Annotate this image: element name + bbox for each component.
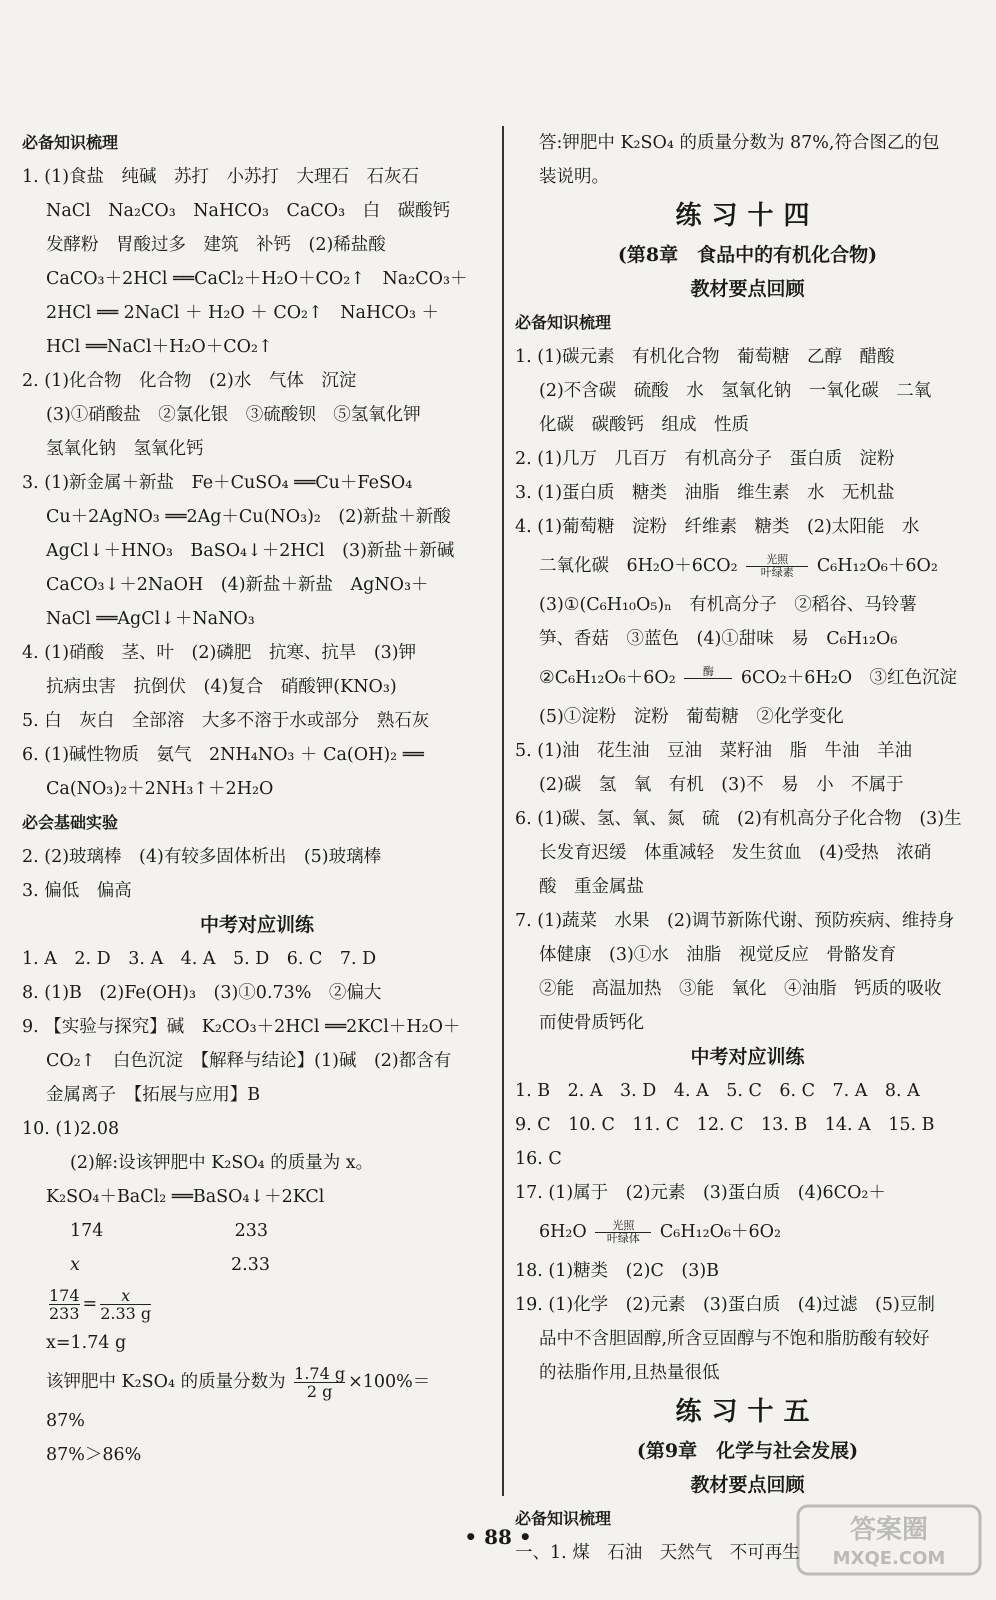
denominator: 233 bbox=[49, 1304, 80, 1323]
chapter-subtitle: (第8章 食品中的有机化合物) bbox=[617, 244, 878, 266]
right-column bbox=[515, 126, 980, 1570]
ratio-row bbox=[22, 1248, 492, 1282]
answer-line: AgCl↓＋HNO₃ BaSO₄↓＋2HCl (3)新盐＋新碱 bbox=[46, 541, 455, 561]
variable: x bbox=[70, 1255, 80, 1275]
answer-line: CaCO₃↓＋2NaOH (4)新盐＋新盐 AgNO₃＋ bbox=[46, 575, 429, 595]
answer-line: 发酵粉 胃酸过多 建筑 补钙 (2)稀盐酸 bbox=[46, 235, 386, 255]
answer-line: CaCO₃＋2HCl ══CaCl₂＋H₂O＋CO₂↑ Na₂CO₃＋ bbox=[46, 269, 468, 289]
svg-text:答案圈: 答案圈 bbox=[849, 1515, 929, 1545]
chapter-subtitle: (第9章 化学与社会发展) bbox=[636, 1440, 859, 1462]
answer-line: 3. (1)蛋白质 糖类 油脂 维生素 水 无机盐 bbox=[515, 483, 895, 503]
molar-mass: 174 bbox=[70, 1221, 104, 1241]
answer-line: 18. (1)糖类 (2)C (3)B bbox=[515, 1261, 720, 1281]
section-title: 中考对应训练 bbox=[199, 914, 314, 936]
column-divider bbox=[502, 126, 504, 1496]
text: 该钾肥中 K₂SO₄ 的质量分数为 bbox=[46, 1372, 286, 1392]
answer-line: 16. C bbox=[515, 1149, 562, 1169]
text: 6CO₂＋6H₂O ③红色沉淀 bbox=[740, 668, 958, 688]
answer-line: (3)①硝酸盐 ②氯化银 ③硫酸钡 ⑤氢氧化钾 bbox=[46, 405, 421, 425]
text: 二氧化碳 6H₂O＋6CO₂ bbox=[539, 556, 738, 576]
answer-line: 3. (1)新金属＋新盐 Fe＋CuSO₄ ══Cu＋FeSO₄ bbox=[22, 473, 413, 493]
answer-line: Cu＋2AgNO₃ ══2Ag＋Cu(NO₃)₂ (2)新盐＋新酸 bbox=[46, 507, 451, 527]
answer-line: 的祛脂作用,且热量很低 bbox=[539, 1363, 720, 1383]
answer-line: Ca(NO₃)₂＋2NH₃↑＋2H₂O bbox=[46, 779, 274, 799]
answer-line: 3. 偏低 偏高 bbox=[22, 881, 132, 901]
answer-line: 9. 【实验与探究】碱 K₂CO₃＋2HCl ══2KCl＋H₂O＋ bbox=[22, 1017, 461, 1037]
equals: = bbox=[82, 1294, 98, 1314]
numerator: 1.74 g bbox=[294, 1364, 346, 1383]
answer-line: 87%＞86% bbox=[46, 1445, 142, 1465]
answer-line: 19. (1)化学 (2)元素 (3)蛋白质 (4)过滤 (5)豆制 bbox=[515, 1295, 935, 1315]
answer-line: 抗病虫害 抗倒伏 (4)复合 硝酸钾(KNO₃) bbox=[46, 677, 397, 697]
section-heading: 必备知识梳理 bbox=[22, 133, 119, 152]
arrow-condition: 酶 bbox=[702, 665, 714, 678]
exercise-title: 练习十五 bbox=[675, 1397, 820, 1427]
text: ②C₆H₁₂O₆＋6O₂ bbox=[539, 668, 676, 688]
text: C₆H₁₂O₆＋6O₂ bbox=[816, 556, 938, 576]
answer-line: NaCl Na₂CO₃ NaHCO₃ CaCO₃ 白 碳酸钙 bbox=[46, 201, 451, 221]
answer-line: x=1.74 g bbox=[46, 1333, 127, 1353]
mass-value: 2.33 bbox=[231, 1255, 270, 1275]
answer-line: 1. (1)碳元素 有机化合物 葡萄糖 乙醇 醋酸 bbox=[515, 347, 895, 367]
answer-line: 长发育迟缓 体重减轻 发生贫血 (4)受热 浓硝 bbox=[539, 843, 932, 863]
answer-line: 7. (1)蔬菜 水果 (2)调节新陈代谢、预防疾病、维持身 bbox=[515, 911, 955, 931]
answer-line: 1. B 2. A 3. D 4. A 5. C 6. C 7. A 8. A bbox=[515, 1081, 920, 1101]
fraction bbox=[100, 1287, 151, 1322]
proportion-equation bbox=[22, 1282, 492, 1326]
mass-fraction-line bbox=[22, 1360, 492, 1404]
answer-line: (2)解:设该钾肥中 K₂SO₄ 的质量为 x。 bbox=[70, 1153, 374, 1173]
arrow-condition: 光照 bbox=[766, 553, 789, 566]
reaction-arrow bbox=[595, 1220, 651, 1245]
section-heading: 必会基础实验 bbox=[22, 813, 119, 832]
answer-line: 5. 白 灰白 全部溶 大多不溶于水或部分 熟石灰 bbox=[22, 711, 430, 731]
answer-line: (5)①淀粉 淀粉 葡萄糖 ②化学变化 bbox=[539, 707, 844, 727]
answer-line: ②能 高温加热 ③能 氧化 ④油脂 钙质的吸收 bbox=[539, 979, 942, 999]
answer-line: (2)碳 氢 氧 有机 (3)不 易 小 不属于 bbox=[539, 775, 904, 795]
numerator: x bbox=[121, 1286, 131, 1305]
arrow-condition: 叶绿素 bbox=[760, 566, 794, 579]
numerator: 174 bbox=[49, 1286, 80, 1305]
answer-line: 一、1. 煤 石油 天然气 不可再生 bbox=[515, 1543, 800, 1563]
answer-line: 17. (1)属于 (2)元素 (3)蛋白质 (4)6CO₂＋ bbox=[515, 1183, 886, 1203]
text: ×100%＝ bbox=[348, 1372, 431, 1392]
answer-line: 装说明。 bbox=[539, 167, 609, 187]
answer-line: (2)不含碳 硫酸 水 氢氧化钠 一氧化碳 二氧 bbox=[539, 381, 932, 401]
text: 6H₂O bbox=[539, 1222, 587, 1242]
equation-line bbox=[515, 1210, 980, 1254]
answer-line: 10. (1)2.08 bbox=[22, 1119, 120, 1139]
answer-line: 品中不含胆固醇,所含豆固醇与不饱和脂肪酸有较好 bbox=[539, 1329, 930, 1349]
answer-line: 化碳 碳酸钙 组成 性质 bbox=[539, 415, 749, 435]
answer-line: 6. (1)碳、氢、氧、氮 硫 (2)有机高分子化合物 (3)生 bbox=[515, 809, 962, 829]
arrow-condition: 叶绿体 bbox=[606, 1232, 640, 1245]
page-number: • 88 • bbox=[464, 1525, 532, 1549]
answer-line: (3)①(C₆H₁₀O₅)ₙ 有机高分子 ②稻谷、马铃薯 bbox=[539, 595, 917, 615]
fraction bbox=[49, 1287, 80, 1322]
exercise-title: 练习十四 bbox=[675, 201, 820, 231]
answer-line: 87% bbox=[46, 1411, 85, 1431]
review-heading: 教材要点回顾 bbox=[690, 278, 805, 300]
answer-line: 2. (1)化合物 化合物 (2)水 气体 沉淀 bbox=[22, 371, 357, 391]
answer-line: 体健康 (3)①水 油脂 视觉反应 骨骼发育 bbox=[539, 945, 897, 965]
answer-line: 笋、香菇 ③蓝色 (4)①甜味 易 C₆H₁₂O₆ bbox=[539, 629, 898, 649]
ratio-row bbox=[22, 1214, 492, 1248]
reaction-arrow bbox=[684, 666, 732, 691]
watermark-logo bbox=[794, 1500, 984, 1580]
answer-line: 答:钾肥中 K₂SO₄ 的质量分数为 87%,符合图乙的包 bbox=[539, 133, 940, 153]
answer-line: 8. (1)B (2)Fe(OH)₃ (3)①0.73% ②偏大 bbox=[22, 983, 382, 1003]
answer-line: 9. C 10. C 11. C 12. C 13. B 14. A 15. B bbox=[515, 1115, 935, 1135]
answer-line: 而使骨质钙化 bbox=[539, 1013, 644, 1033]
answer-line: 酸 重金属盐 bbox=[539, 877, 644, 897]
review-heading: 教材要点回顾 bbox=[690, 1474, 805, 1496]
answer-line: 1. A 2. D 3. A 4. A 5. D 6. C 7. D bbox=[22, 949, 377, 969]
answer-line: HCl ══NaCl＋H₂O＋CO₂↑ bbox=[46, 337, 273, 357]
section-heading: 必备知识梳理 bbox=[515, 313, 612, 332]
molar-mass: 233 bbox=[234, 1221, 268, 1241]
text: C₆H₁₂O₆＋6O₂ bbox=[659, 1222, 781, 1242]
answer-line: 4. (1)硝酸 茎、叶 (2)磷肥 抗寒、抗旱 (3)钾 bbox=[22, 643, 417, 663]
answer-line: 金属离子 【拓展与应用】B bbox=[46, 1085, 261, 1105]
section-title: 中考对应训练 bbox=[690, 1046, 805, 1068]
denominator: 2 g bbox=[294, 1382, 345, 1400]
answer-line: 2. (2)玻璃棒 (4)有较多固体析出 (5)玻璃棒 bbox=[22, 847, 382, 867]
equation-line bbox=[515, 656, 980, 700]
answer-line: 5. (1)油 花生油 豆油 菜籽油 脂 牛油 羊油 bbox=[515, 741, 913, 761]
arrow-condition: 光照 bbox=[612, 1219, 635, 1232]
svg-text:MXQE.COM: MXQE.COM bbox=[832, 1548, 946, 1569]
answer-line: CO₂↑ 白色沉淀 【解释与结论】(1)碱 (2)都含有 bbox=[46, 1051, 452, 1071]
answer-line: 氢氧化钠 氢氧化钙 bbox=[46, 439, 204, 459]
reaction-arrow bbox=[746, 554, 808, 579]
answer-line: 1. (1)食盐 纯碱 苏打 小苏打 大理石 石灰石 bbox=[22, 167, 420, 187]
answer-line: 2HCl ══ 2NaCl ＋ H₂O ＋ CO₂↑ NaHCO₃ ＋ bbox=[46, 303, 440, 323]
equation-line bbox=[515, 544, 980, 588]
left-column bbox=[22, 126, 492, 1472]
section-heading: 必备知识梳理 bbox=[515, 1509, 612, 1528]
answer-line: 4. (1)葡萄糖 淀粉 纤维素 糖类 (2)太阳能 水 bbox=[515, 517, 920, 537]
answer-line: 2. (1)几万 几百万 有机高分子 蛋白质 淀粉 bbox=[515, 449, 895, 469]
answer-line: NaCl ══AgCl↓＋NaNO₃ bbox=[46, 609, 255, 629]
equation-line: K₂SO₄＋BaCl₂ ══BaSO₄↓＋2KCl bbox=[46, 1187, 325, 1207]
denominator: 2.33 g bbox=[100, 1304, 152, 1323]
answer-line: 6. (1)碱性物质 氨气 2NH₄NO₃ ＋ Ca(OH)₂ ══ bbox=[22, 745, 424, 765]
fraction bbox=[294, 1365, 345, 1400]
